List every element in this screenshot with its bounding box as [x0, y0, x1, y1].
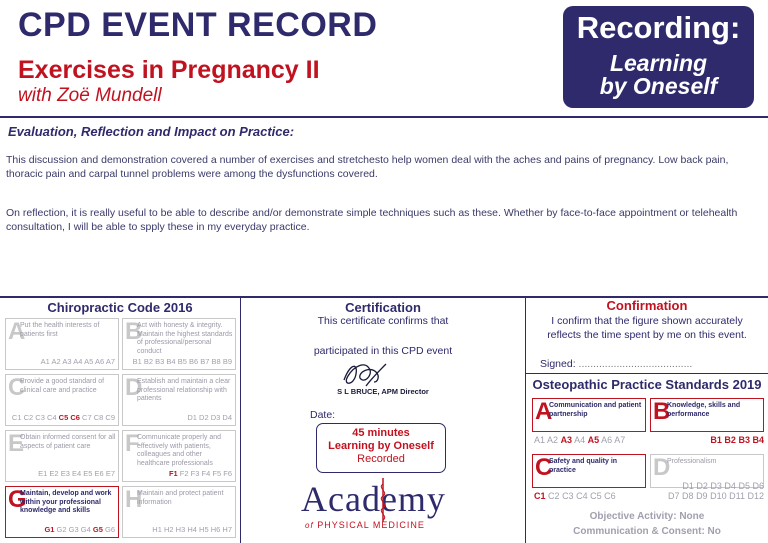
code-c6: C6 [604, 491, 616, 501]
code-c1: C1 [534, 491, 546, 501]
code-f6: F6 [223, 469, 232, 478]
code-c4: C4 [46, 413, 57, 422]
code-d8: D8 [682, 491, 694, 501]
standard-letter: B [653, 398, 671, 425]
code-a7: A7 [614, 435, 626, 445]
code-e7: E7 [105, 469, 115, 478]
evaluation-heading: Evaluation, Reflection and Impact on Practice: [8, 124, 295, 139]
code-b3: B3 [155, 357, 165, 366]
code-b2: B2 [143, 357, 154, 366]
confirmation-title: Confirmation [606, 298, 688, 313]
caduceus-icon [375, 476, 391, 524]
objective-activity: Objective Activity: None [589, 511, 705, 522]
code-c5: C5 [58, 413, 69, 422]
osteo-standard-a [532, 398, 646, 432]
standard-codes [44, 525, 115, 534]
standard-letter: A [535, 398, 553, 425]
code-d3: D3 [710, 481, 722, 491]
duration: 45 minutes [352, 427, 410, 439]
confirmation-text: I confirm that the figure shown accurately reflects the time spent by me on this event. [547, 315, 747, 341]
chiro-standard-f [122, 430, 236, 482]
code-e6: E6 [94, 469, 104, 478]
code-d1: D1 [187, 413, 197, 422]
code-g6: G6 [104, 525, 115, 534]
code-c9: C9 [105, 413, 115, 422]
standard-letter: F [125, 430, 140, 457]
code-c2: C2 [23, 413, 34, 422]
code-f1: F1 [168, 469, 178, 478]
code-c3: C3 [562, 491, 574, 501]
code-f3: F3 [190, 469, 200, 478]
code-a2: A2 [547, 435, 559, 445]
code-a1: A1 [534, 435, 546, 445]
code-d4: D4 [222, 413, 232, 422]
code-e5: E5 [83, 469, 93, 478]
standard-description: Provide a good standard of clinical care and practice [20, 378, 105, 394]
code-g4: G4 [80, 525, 91, 534]
code-b9: B9 [222, 357, 232, 366]
code-f4: F4 [201, 469, 211, 478]
osteo-codes-d1 [650, 481, 764, 491]
code-d10: D10 [710, 491, 727, 501]
logo-subtitle: PHYSICAL MEDICINE [317, 520, 425, 530]
osteo-codes-d2 [650, 491, 764, 501]
standard-codes [41, 357, 115, 366]
standard-description: Knowledge, skills and performance [667, 402, 741, 418]
standard-letter: A [8, 318, 26, 345]
standard-description: Obtain informed consent for all aspects of patient care [20, 434, 116, 450]
code-b2: B2 [724, 435, 736, 445]
chiro-standard-h [122, 486, 236, 538]
communication-consent: Communication & Consent: No [573, 526, 721, 537]
academy-logo [301, 478, 471, 538]
code-c6: C6 [70, 413, 80, 422]
standard-letter: D [653, 454, 671, 481]
code-c1: C1 [11, 413, 22, 422]
chiro-standard-e [5, 430, 119, 482]
code-e4: E4 [71, 469, 82, 478]
code-d2: D2 [696, 481, 708, 491]
code-f5: F5 [212, 469, 222, 478]
code-h2: H2 [163, 525, 174, 534]
standard-description: Maintain and protect patient information [137, 490, 224, 506]
standard-letter: C [8, 374, 26, 401]
standard-letter: B [125, 318, 143, 345]
divider [526, 373, 768, 374]
code-e2: E2 [49, 469, 59, 478]
osteo-codes-a [534, 435, 646, 445]
chiro-standard-c [5, 374, 119, 426]
code-c2: C2 [548, 491, 560, 501]
standard-letter: E [8, 430, 25, 457]
logo-wordmark: Academy [301, 479, 446, 519]
standard-codes [38, 469, 115, 478]
code-b1: B1 [710, 435, 722, 445]
code-d12: D12 [747, 491, 764, 501]
code-a3: A3 [560, 435, 573, 445]
standard-codes [12, 413, 115, 422]
code-a6: A6 [601, 435, 613, 445]
chiropractic-code-section [0, 298, 241, 543]
osteo-codes-b [650, 435, 764, 445]
standard-letter: D [125, 374, 143, 401]
code-b8: B8 [211, 357, 221, 366]
standard-description: Put the health interests of patients first [20, 322, 100, 338]
chiropractic-title: Chiropractic Code 2016 [47, 300, 193, 315]
signature-line: ....................................... [578, 358, 693, 370]
signed-label: Signed: [540, 358, 576, 370]
standard-letter: H [125, 486, 143, 513]
standard-description: Safety and quality in practice [549, 458, 618, 474]
code-a3: A3 [62, 357, 72, 366]
certification-line-1: This certificate confirms that [317, 315, 449, 327]
standard-description: Communication and patient partnership [549, 402, 642, 418]
code-a4: A4 [574, 435, 586, 445]
evaluation-paragraph-1: This discussion and demonstration covered a number of exercises and stretchesto help women deal with the aches and pains of pregnancy. Low back pain, thoracic pain and carpal tunnel problems were among the dysfunctions covered. [6, 154, 729, 180]
code-a6: A6 [94, 357, 105, 366]
osteo-standard-b [650, 398, 764, 432]
code-d9: D9 [696, 491, 708, 501]
header [0, 0, 768, 118]
standard-description: Communicate properly and effectively with patients, colleagues and other healthcare professionals [137, 434, 222, 467]
standard-codes [169, 469, 232, 478]
code-a4: A4 [73, 357, 83, 366]
standard-description: Professionalism [667, 458, 717, 465]
standard-letter: C [535, 454, 553, 481]
badge-line-2: by Oneself [599, 73, 718, 99]
date-label: Date: [310, 409, 336, 421]
code-d4: D4 [724, 481, 736, 491]
event-title: Exercises in Pregnancy II [18, 56, 320, 84]
code-h4: H4 [187, 525, 197, 534]
code-c4: C4 [576, 491, 588, 501]
code-d3: D3 [210, 413, 221, 422]
code-c8: C8 [93, 413, 104, 422]
page-title: CPD EVENT RECORD [18, 6, 378, 44]
chiro-standard-g [5, 486, 119, 538]
code-b4: B4 [752, 435, 764, 445]
evaluation-paragraph-2: On reflection, it is really useful to be able to describe and/or demonstrate simple techniques such as these. Whether by face-to-face appointment or telehealth consultation, I will be able to spply these in my everyday practice. [6, 207, 738, 233]
standard-codes [133, 357, 232, 366]
code-b7: B7 [200, 357, 210, 366]
code-h6: H6 [210, 525, 221, 534]
code-c7: C7 [82, 413, 92, 422]
badge-line-1: Learning [609, 50, 708, 76]
standard-description: Act with honesty & integrity. Maintain the highest standards of professional/personal conduct [137, 322, 233, 355]
osteopathic-title: Osteopathic Practice Standards 2019 [532, 377, 762, 392]
certification-section [241, 298, 526, 543]
code-e1: E1 [38, 469, 48, 478]
code-b5: B5 [177, 357, 187, 366]
standard-codes [187, 413, 232, 422]
director-name: S L BRUCE, APM Director [337, 387, 429, 396]
code-c3: C3 [35, 413, 45, 422]
code-a7: A7 [105, 357, 115, 366]
presenter: with Zoë Mundell [18, 85, 162, 106]
code-h7: H7 [222, 525, 232, 534]
standard-letter: G [8, 486, 27, 513]
code-d5: D5 [738, 481, 750, 491]
osteo-codes-c [534, 491, 646, 501]
code-b3: B3 [738, 435, 750, 445]
code-g2: G2 [56, 525, 67, 534]
signature [336, 356, 396, 390]
certification-title: Certification [345, 300, 421, 315]
code-a1: A1 [40, 357, 50, 366]
code-d11: D11 [729, 491, 745, 501]
recorded-status: Recorded [357, 453, 405, 465]
chiro-standard-d [122, 374, 236, 426]
code-a5: A5 [587, 435, 600, 445]
code-b6: B6 [188, 357, 199, 366]
code-g5: G5 [92, 525, 103, 534]
signed-row [540, 358, 692, 370]
logo-of: of [305, 521, 314, 530]
standard-description: Establish and maintain a clear professional relationship with patients [137, 378, 231, 402]
chiro-standard-b [122, 318, 236, 370]
standard-description: Maintain, develop and work within your professional knowledge and skills [20, 490, 112, 514]
code-d7: D7 [668, 491, 680, 501]
code-b4: B4 [166, 357, 176, 366]
chiro-standard-a [5, 318, 119, 370]
code-h5: H5 [199, 525, 209, 534]
code-d1: D1 [682, 481, 694, 491]
standard-codes [152, 525, 232, 534]
code-e3: E3 [60, 469, 70, 478]
code-d6: D6 [752, 481, 764, 491]
code-c5: C5 [590, 491, 602, 501]
certification-line-2: participated in this CPD event [313, 345, 453, 357]
code-a5: A5 [84, 357, 94, 366]
evaluation-section [0, 120, 768, 298]
learning-mode: Learning by Oneself [328, 440, 434, 452]
code-g1: G1 [44, 525, 55, 534]
badge-title: Recording: [576, 10, 741, 45]
osteo-standard-c [532, 454, 646, 488]
duration-box [316, 423, 446, 473]
code-g3: G3 [68, 525, 79, 534]
code-h1: H1 [152, 525, 162, 534]
right-column [526, 298, 768, 543]
code-d2: D2 [199, 413, 209, 422]
code-f2: F2 [179, 469, 189, 478]
code-b1: B1 [132, 357, 142, 366]
code-a2: A2 [51, 357, 61, 366]
code-h3: H3 [175, 525, 186, 534]
recording-badge [563, 6, 754, 108]
